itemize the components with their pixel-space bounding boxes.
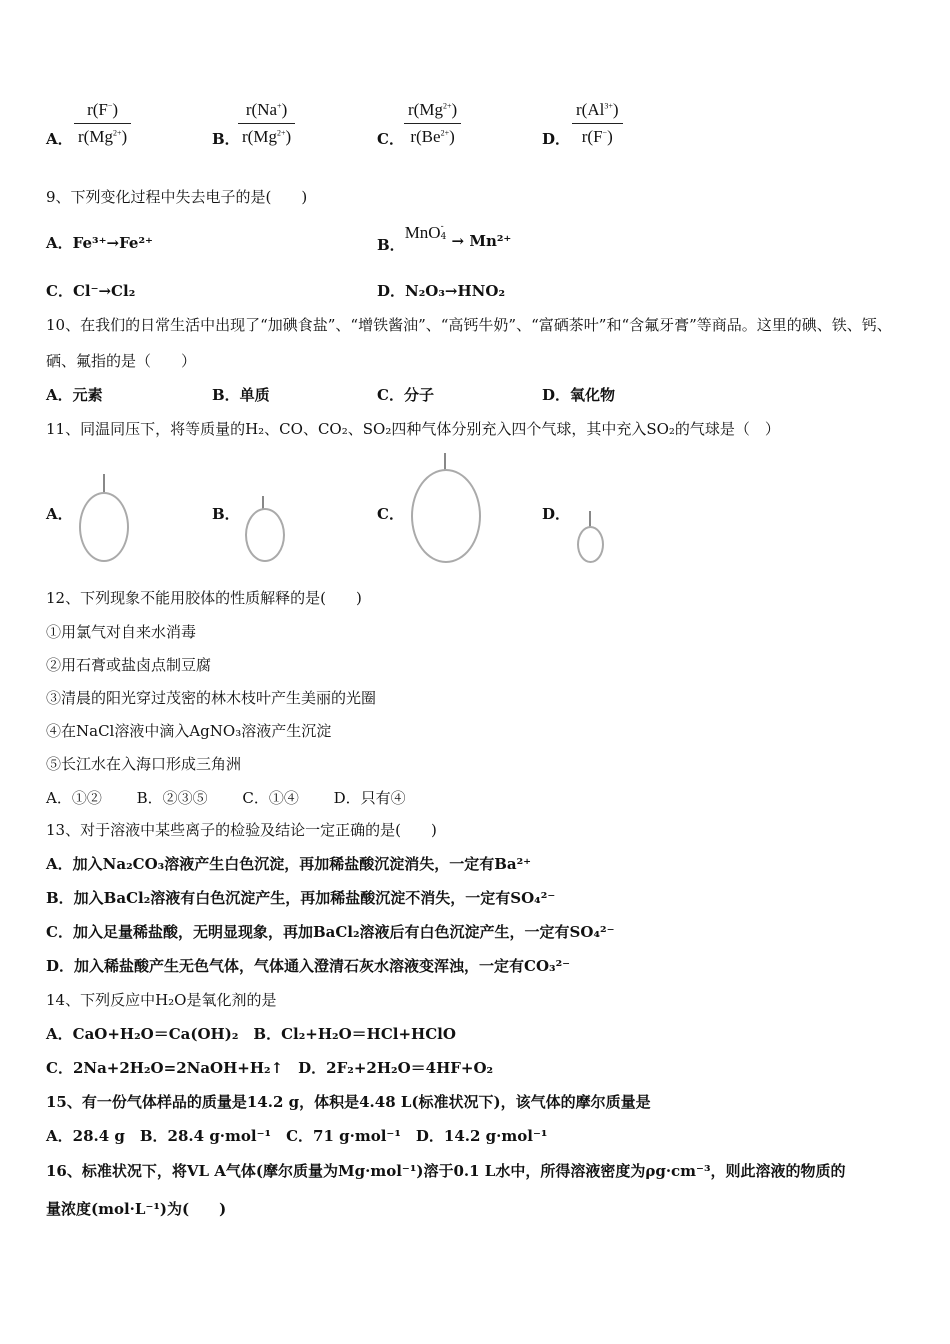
q8-option-d-label: D． [542, 130, 571, 148]
q8-d-denominator: r(F [581, 127, 603, 146]
q12-item-4: ④在NaCl溶液中滴入AgNO₃溶液产生沉淀 [46, 722, 332, 740]
q8-b-denominator-charge: 2+ [276, 128, 286, 138]
q13-option-a: A．加入Na₂CO₃溶液产生白色沉淀，再加稀盐酸沉淀消失，一定有Ba²⁺ [46, 855, 532, 873]
q8-c-denominator: r(Be [410, 127, 441, 146]
q8-b-denominator: r(Mg [242, 127, 277, 146]
q10-option-d: D．氧化物 [542, 386, 616, 404]
q8-d-numerator: r(Al [576, 100, 605, 119]
q8-a-numerator-charge: − [107, 101, 113, 111]
q8-c-denominator-charge: 2+ [440, 128, 450, 138]
q8-d-numerator-close: ) [612, 100, 619, 119]
q8-option-a-fraction [74, 100, 131, 147]
q12-options: A．①② B．②③⑤ C．①④ D．只有④ [46, 789, 406, 807]
q8-a-numerator-close: ) [112, 100, 119, 119]
q14-options-cd: C．2Na+2H₂O=2NaOH+H₂↑ D．2F₂+2H₂O＝4HF+O₂ [46, 1059, 494, 1077]
q9-question: 9、下列变化过程中失去电子的是( ) [46, 188, 308, 206]
q8-option-c-label: C． [377, 130, 404, 148]
q8-a-denominator: r(Mg [78, 127, 113, 146]
q8-b-numerator-charge: + [277, 101, 282, 111]
q8-c-denominator-close: ) [449, 127, 455, 146]
q9-option-b [377, 222, 512, 254]
q13-option-d: D．加入稀盐酸产生无色气体，气体通入澄清石灰水溶液变浑浊，一定有CO₃²⁻ [46, 957, 571, 975]
q11-option-c-label: C． [377, 505, 404, 523]
q9-option-d: D．N₂O₃→HNO₂ [377, 282, 506, 300]
q16-question-line2: 量浓度(mol·L⁻¹)为( ) [46, 1200, 227, 1218]
q11-option-d-label: D． [542, 505, 571, 523]
q8-b-denominator-close: ) [285, 127, 292, 146]
q10-option-a: A．元素 [46, 386, 103, 404]
q8-option-b-label: B． [212, 130, 240, 148]
q9-option-c: C．Cl⁻→Cl₂ [46, 282, 136, 300]
q9-option-b-formula: MnO [404, 223, 441, 242]
q8-b-numerator: r(Na [245, 100, 278, 119]
q12-question: 12、下列现象不能用胶体的性质解释的是( ) [46, 589, 362, 607]
q8-d-denominator-close: ) [607, 127, 613, 146]
q11-balloon-a [79, 492, 129, 562]
q8-a-numerator: r(F [87, 100, 108, 119]
q15-options: A．28.4 g B．28.4 g·mol⁻¹ C．71 g·mol⁻¹ D．14.2 g·mol⁻¹ [46, 1127, 548, 1145]
q8-option-a-label: A． [46, 130, 73, 148]
q8-option-b-fraction [238, 100, 295, 147]
q11-balloon-b [245, 508, 285, 562]
q12-item-2: ②用石膏或盐卤点制豆腐 [46, 656, 212, 674]
q8-c-numerator-close: ) [451, 100, 458, 119]
q14-options-ab: A．CaO+H₂O＝Ca(OH)₂ B．Cl₂+H₂O＝HCl+HClO [46, 1025, 456, 1043]
q13-option-c: C．加入足量稀盐酸，无明显现象，再加BaCl₂溶液后有白色沉淀产生，一定有SO₄²⁻ [46, 923, 615, 941]
q8-a-denominator-charge: 2+ [112, 128, 122, 138]
q13-option-b: B．加入BaCl₂溶液有白色沉淀产生，再加稀盐酸沉淀不消失，一定有SO₄²⁻ [46, 889, 556, 907]
q8-a-denominator-close: ) [121, 127, 128, 146]
q12-item-5: ⑤长江水在入海口形成三角洲 [46, 755, 242, 773]
q11-balloon-a-string [103, 474, 105, 494]
q13-question: 13、对于溶液中某些离子的检验及结论一定正确的是( ) [46, 821, 437, 839]
q8-d-numerator-charge: 3+ [604, 101, 613, 111]
q12-item-1: ①用氯气对自来水消毒 [46, 623, 197, 641]
q11-option-b-label: B． [212, 505, 240, 523]
q11-balloon-c [411, 469, 481, 563]
q12-item-3: ③清晨的阳光穿过茂密的林木枝叶产生美丽的光圈 [46, 689, 377, 707]
q8-c-numerator: r(Mg [408, 100, 443, 119]
q10-question-line2: 硒、氟指的是（ ） [46, 352, 197, 370]
q15-question: 15、有一份气体样品的质量是14.2 g，体积是4.48 L(标准状况下)，该气体的摩尔质量是 [46, 1093, 651, 1111]
q8-option-c-fraction [404, 100, 461, 147]
q9-option-b-charge: - [440, 222, 444, 232]
q11-balloon-d [577, 526, 604, 563]
q14-question: 14、下列反应中H₂O是氧化剂的是 [46, 991, 277, 1009]
q9-option-a: A．Fe³⁺→Fe²⁺ [46, 234, 153, 252]
q8-d-denominator-charge: − [602, 128, 608, 138]
q11-balloon-d-string [589, 511, 591, 527]
q10-option-c: C．分子 [377, 386, 434, 404]
q9-option-b-label: B． [377, 236, 405, 254]
q8-c-numerator-charge: 2+ [442, 101, 452, 111]
q9-option-b-subscript: 4 [440, 232, 447, 242]
q16-question-line1: 16、标准状况下，将VL A气体(摩尔质量为Mg·mol⁻¹)溶于0.1 L水中，所得溶液密度为ρg·cm⁻³，则此溶液的物质的 [46, 1162, 846, 1180]
q9-option-b-product: → Mn²⁺ [446, 232, 512, 250]
q10-option-b: B．单质 [212, 386, 270, 404]
q11-option-a-label: A． [46, 505, 73, 523]
q8-b-numerator-close: ) [281, 100, 288, 119]
q10-question-line1: 10、在我们的日常生活中出现了“加碘食盐”、“增铁酱油”、“高钙牛奶”、“富硒茶叶”和“含氟牙膏”等商品。这里的碘、铁、钙、 [46, 316, 892, 334]
q11-question: 11、同温同压下，将等质量的H₂、CO、CO₂、SO₂四种气体分别充入四个气球，其中充入SO₂的气球是（ ） [46, 420, 780, 438]
q8-option-d-fraction [572, 100, 623, 147]
